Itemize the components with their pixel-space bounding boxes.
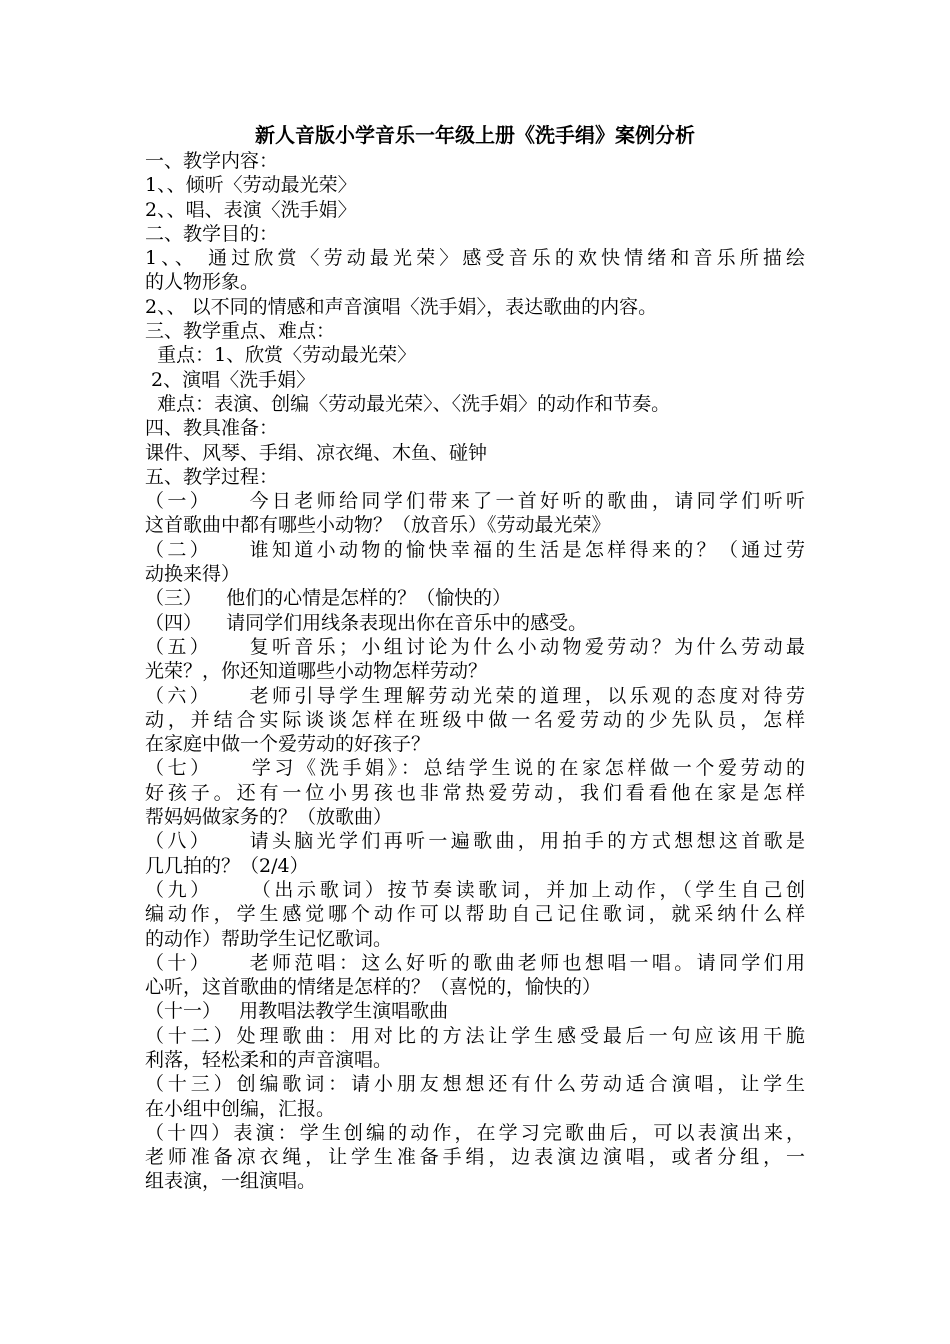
difficulty-point: 难点：表演、创编〈劳动最光荣〉、〈洗手娟〉的动作和节奏。: [145, 392, 671, 415]
process-step: （八） 请头脑光学们再听一遍歌曲，用拍手的方式想想这首歌是: [145, 830, 805, 853]
goal-item: 2、、 以不同的情感和声音演唱〈洗手娟〉，表达歌曲的内容。: [145, 295, 658, 318]
process-step: （九） （出示歌词）按节奏读歌词，并加上动作，（学生自己创: [145, 878, 805, 901]
process-step-cont: 组表演，一组演唱。: [145, 1170, 317, 1193]
content-item: 2、、唱、表演〈洗手娟〉: [145, 198, 357, 221]
process-step-cont: 在家庭中做一个爱劳动的好孩子？: [145, 733, 431, 756]
process-step-cont: 动，并结合实际谈谈怎样在班级中做一名爱劳动的少先队员，怎样: [145, 708, 805, 731]
key-point: 重点：1、欣赏〈劳动最光荣〉: [145, 344, 417, 367]
process-step: （六） 老师引导学生理解劳动光荣的道理，以乐观的态度对待劳: [145, 684, 805, 707]
process-step-cont: 这首歌曲中都有哪些小动物？（放音乐）《劳动最光荣》: [145, 514, 611, 537]
process-step: （十三）创编歌词：请小朋友想想还有什么劳动适合演唱，让学生: [145, 1073, 805, 1096]
content-item: 1、、倾听〈劳动最光荣〉: [145, 174, 357, 197]
process-step: （三） 他们的心情是怎样的？（愉快的）: [145, 587, 512, 610]
process-step-cont: 心听，这首歌曲的情绪是怎样的？（喜悦的，愉快的）: [145, 976, 602, 999]
section-heading: 四、教具准备：: [145, 417, 279, 440]
section-heading: 一、教学内容：: [145, 150, 279, 172]
process-step-cont: 老师准备凉衣绳，让学生准备手绢，边表演边演唱，或者分组，一: [145, 1146, 805, 1169]
process-step: （二） 谁知道小动物的愉快幸福的生活是怎样得来的？（通过劳: [145, 538, 805, 561]
process-step: （十二）处理歌曲：用对比的方法让学生感受最后一句应该用干脆: [145, 1024, 805, 1047]
process-step: （一） 今日老师给同学们带来了一首好听的歌曲，请同学们听听: [145, 490, 805, 513]
key-point: 2、演唱〈洗手娟〉: [145, 368, 316, 391]
process-step-cont: 的动作）帮助学生记忆歌词。: [145, 927, 393, 950]
process-step-cont: 帮妈妈做家务的？（放歌曲）: [145, 806, 393, 829]
section-heading: 三、教学重点、难点：: [145, 320, 336, 343]
process-step-cont: 光荣？，你还知道哪些小动物怎样劳动？: [145, 660, 488, 683]
section-heading: 二、教学目的：: [145, 222, 279, 245]
document-body: [145, 149, 805, 1194]
section-heading: 五、教学过程：: [145, 465, 279, 488]
process-step-cont: 利落，轻松柔和的声音演唱。: [145, 1048, 393, 1071]
goal-item: 1、、 通过欣赏〈劳动最光荣〉感受音乐的欢快情绪和音乐所描绘: [145, 247, 805, 270]
process-step: （十一） 用教唱法教学生演唱歌曲: [145, 1000, 449, 1023]
process-step-cont: 在小组中创编，汇报。: [145, 1097, 336, 1120]
process-step: （十） 老师范唱：这么好听的歌曲老师也想唱一唱。请同学们用: [145, 951, 805, 974]
process-step-cont: 几几拍的？（2/4）: [145, 854, 309, 877]
process-step-cont: 动换来得）: [145, 563, 241, 586]
document-title: 新人音版小学音乐一年级上册《洗手绢》案例分析: [255, 123, 695, 147]
process-step: （十四）表演：学生创编的动作，在学习完歌曲后，可以表演出来，: [145, 1121, 805, 1144]
materials-list: 课件、风琴、手绢、凉衣绳、木鱼、碰钟: [145, 441, 488, 464]
goal-item-cont: 的人物形象。: [145, 271, 260, 294]
process-step: （五） 复听音乐；小组讨论为什么小动物爱劳动？为什么劳动最: [145, 635, 805, 658]
process-step: （七） 学习《洗手娟》：总结学生说的在家怎样做一个爱劳动的: [145, 757, 805, 780]
process-step-cont: 好孩子。还有一位小男孩也非常热爱劳动，我们看看他在家是怎样: [145, 781, 805, 804]
process-step-cont: 编动作，学生感觉哪个动作可以帮助自己记住歌词，就采纳什么样: [145, 903, 805, 926]
process-step: （四） 请同学们用线条表现出你在音乐中的感受。: [145, 611, 588, 634]
